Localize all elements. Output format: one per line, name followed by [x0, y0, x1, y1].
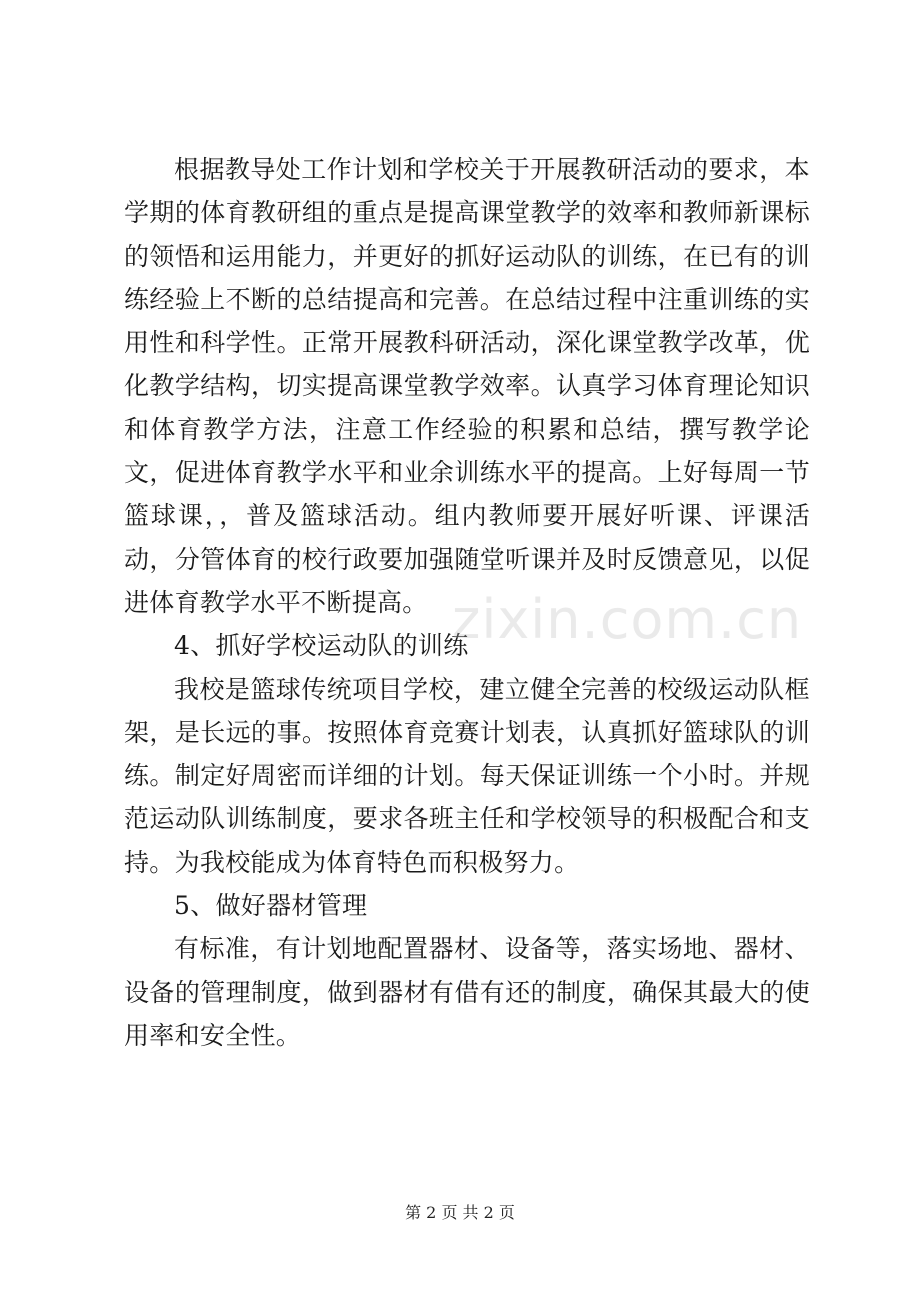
paragraph-equipment: 有标准，有计划地配置器材、设备等，落实场地、器材、设备的管理制度，做到器材有借有还的制度，确保其最大的使用率和安全性。 [124, 934, 810, 1050]
watermark: zixin.com.cn [452, 588, 803, 651]
paragraph-sports-team: 我校是篮球传统项目学校，建立健全完善的校级运动队框架，是长远的事。按照体育竞赛计划表，认真抓好篮球队的训练。制定好周密而详细的计划。每天保证训练一个小时。并规范运动队训练制度，要求各班主任和学校领导的积极配合和支持。为我校能成为体育特色而积极努力。 [124, 674, 810, 877]
section-heading-sports-team: 4、抓好学校运动队的训练 [174, 631, 469, 661]
page-footer: 第 2 页 共 2 页 [405, 1203, 515, 1222]
paragraph-teaching-research: 根据教导处工作计划和学校关于开展教研活动的要求，本学期的体育教研组的重点是提高课堂教学的效率和教师新课标的领悟和运用能力，并更好的抓好运动队的训练，在已有的训练经验上不断的总结提高和完善。在总结过程中注重训练的实用性和科学性。正常开展教科研活动，深化课堂教学改革，优化教学结构，切实提高课堂教学效率。认真学习体育理论知识和体育教学方法，注意工作经验的积累和总结，撰写教学论文，促进体育教学水平和业余训练水平的提高。上好每周一节篮球课，，普及篮球活动。组内教师要开展好听课、评课活动，分管体育的校行政要加强随堂听课并及时反馈意见，以促进体育教学水平不断提高。 [124, 155, 810, 617]
section-heading-equipment: 5、做好器材管理 [174, 891, 368, 921]
document-body [124, 148, 810, 1057]
